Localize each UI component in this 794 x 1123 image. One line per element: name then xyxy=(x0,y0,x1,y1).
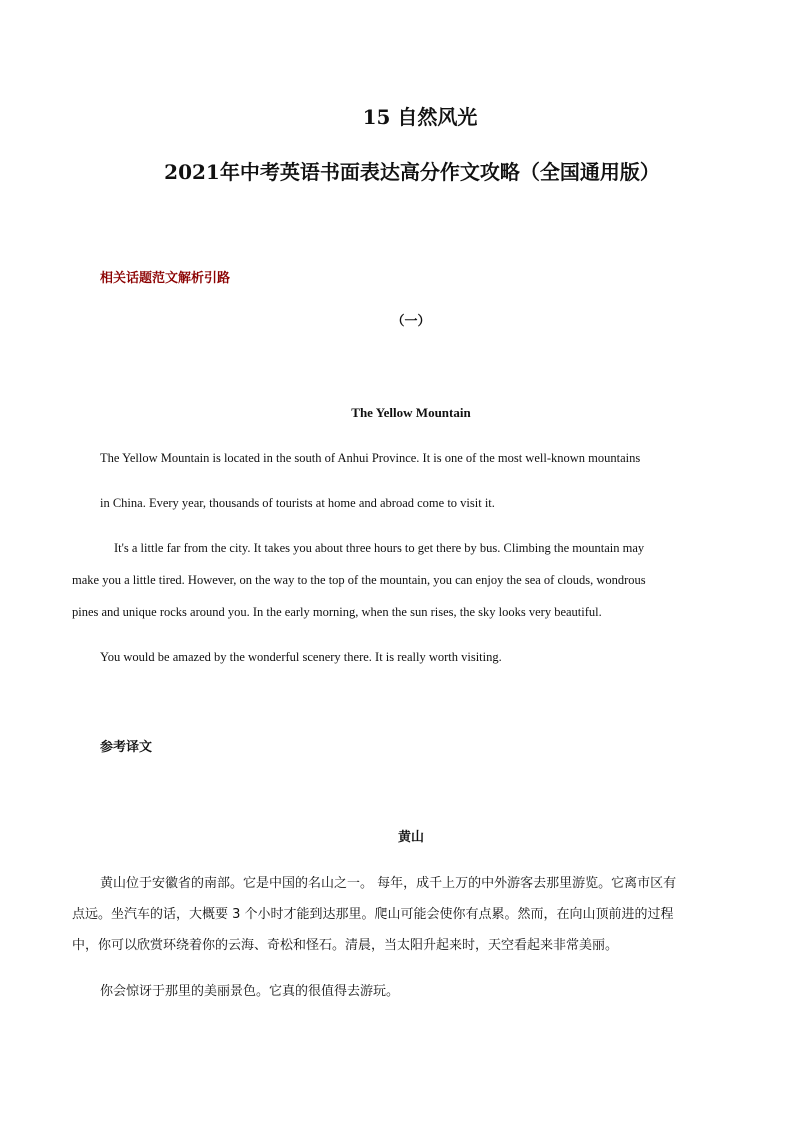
essay-p1-line-1: The Yellow Mountain is located in the south of Anhui Province. It is one of the most well-known mountains xyxy=(100,451,641,465)
translation-title: 黄山 xyxy=(397,830,424,845)
document-title-number: 15 自然风光 xyxy=(362,105,478,129)
essay-p2-line-2: make you a little tired. However, on the way to the top of the mountain, you can enjoy the sea of clouds, wondrous xyxy=(72,573,646,587)
part-number: （一） xyxy=(391,314,431,329)
essay-title: The Yellow Mountain xyxy=(351,405,471,420)
section-label: 相关话题范文解析引路 xyxy=(100,271,231,286)
translation-p1-line-3: 中，你可以欣赏环绕着你的云海、奇松和怪石。清晨，当太阳升起来时，天空看起来非常美丽。 xyxy=(72,938,619,953)
essay-p2-line-1: It's a little far from the city. It takes you about three hours to get there by bus. Climbing the mountain may xyxy=(114,541,645,555)
essay-p3-line-1: You would be amazed by the wonderful scenery there. It is really worth visiting. xyxy=(100,650,502,664)
translation-p2-line-1: 你会惊讶于那里的美丽景色。它真的很值得去游玩。 xyxy=(100,984,400,999)
translation-label: 参考译文 xyxy=(100,740,153,755)
essay-p2-line-3: pines and unique rocks around you. In the early morning, when the sun rises, the sky looks very beautiful. xyxy=(72,605,602,619)
translation-p1-line-1: 黄山位于安徽省的南部。它是中国的名山之一。 每年，成千上万的中外游客去那里游览。它离市区有 xyxy=(100,876,677,891)
essay-p1-line-2: in China. Every year, thousands of tourists at home and abroad come to visit it. xyxy=(100,496,495,510)
document-title: 2021年中考英语书面表达高分作文攻略（全国通用版） xyxy=(164,160,660,184)
translation-p1-line-2: 点远。坐汽车的话，大概要 3 个小时才能到达那里。爬山可能会使你有点累。然而，在向山顶前进的过程 xyxy=(72,907,674,922)
